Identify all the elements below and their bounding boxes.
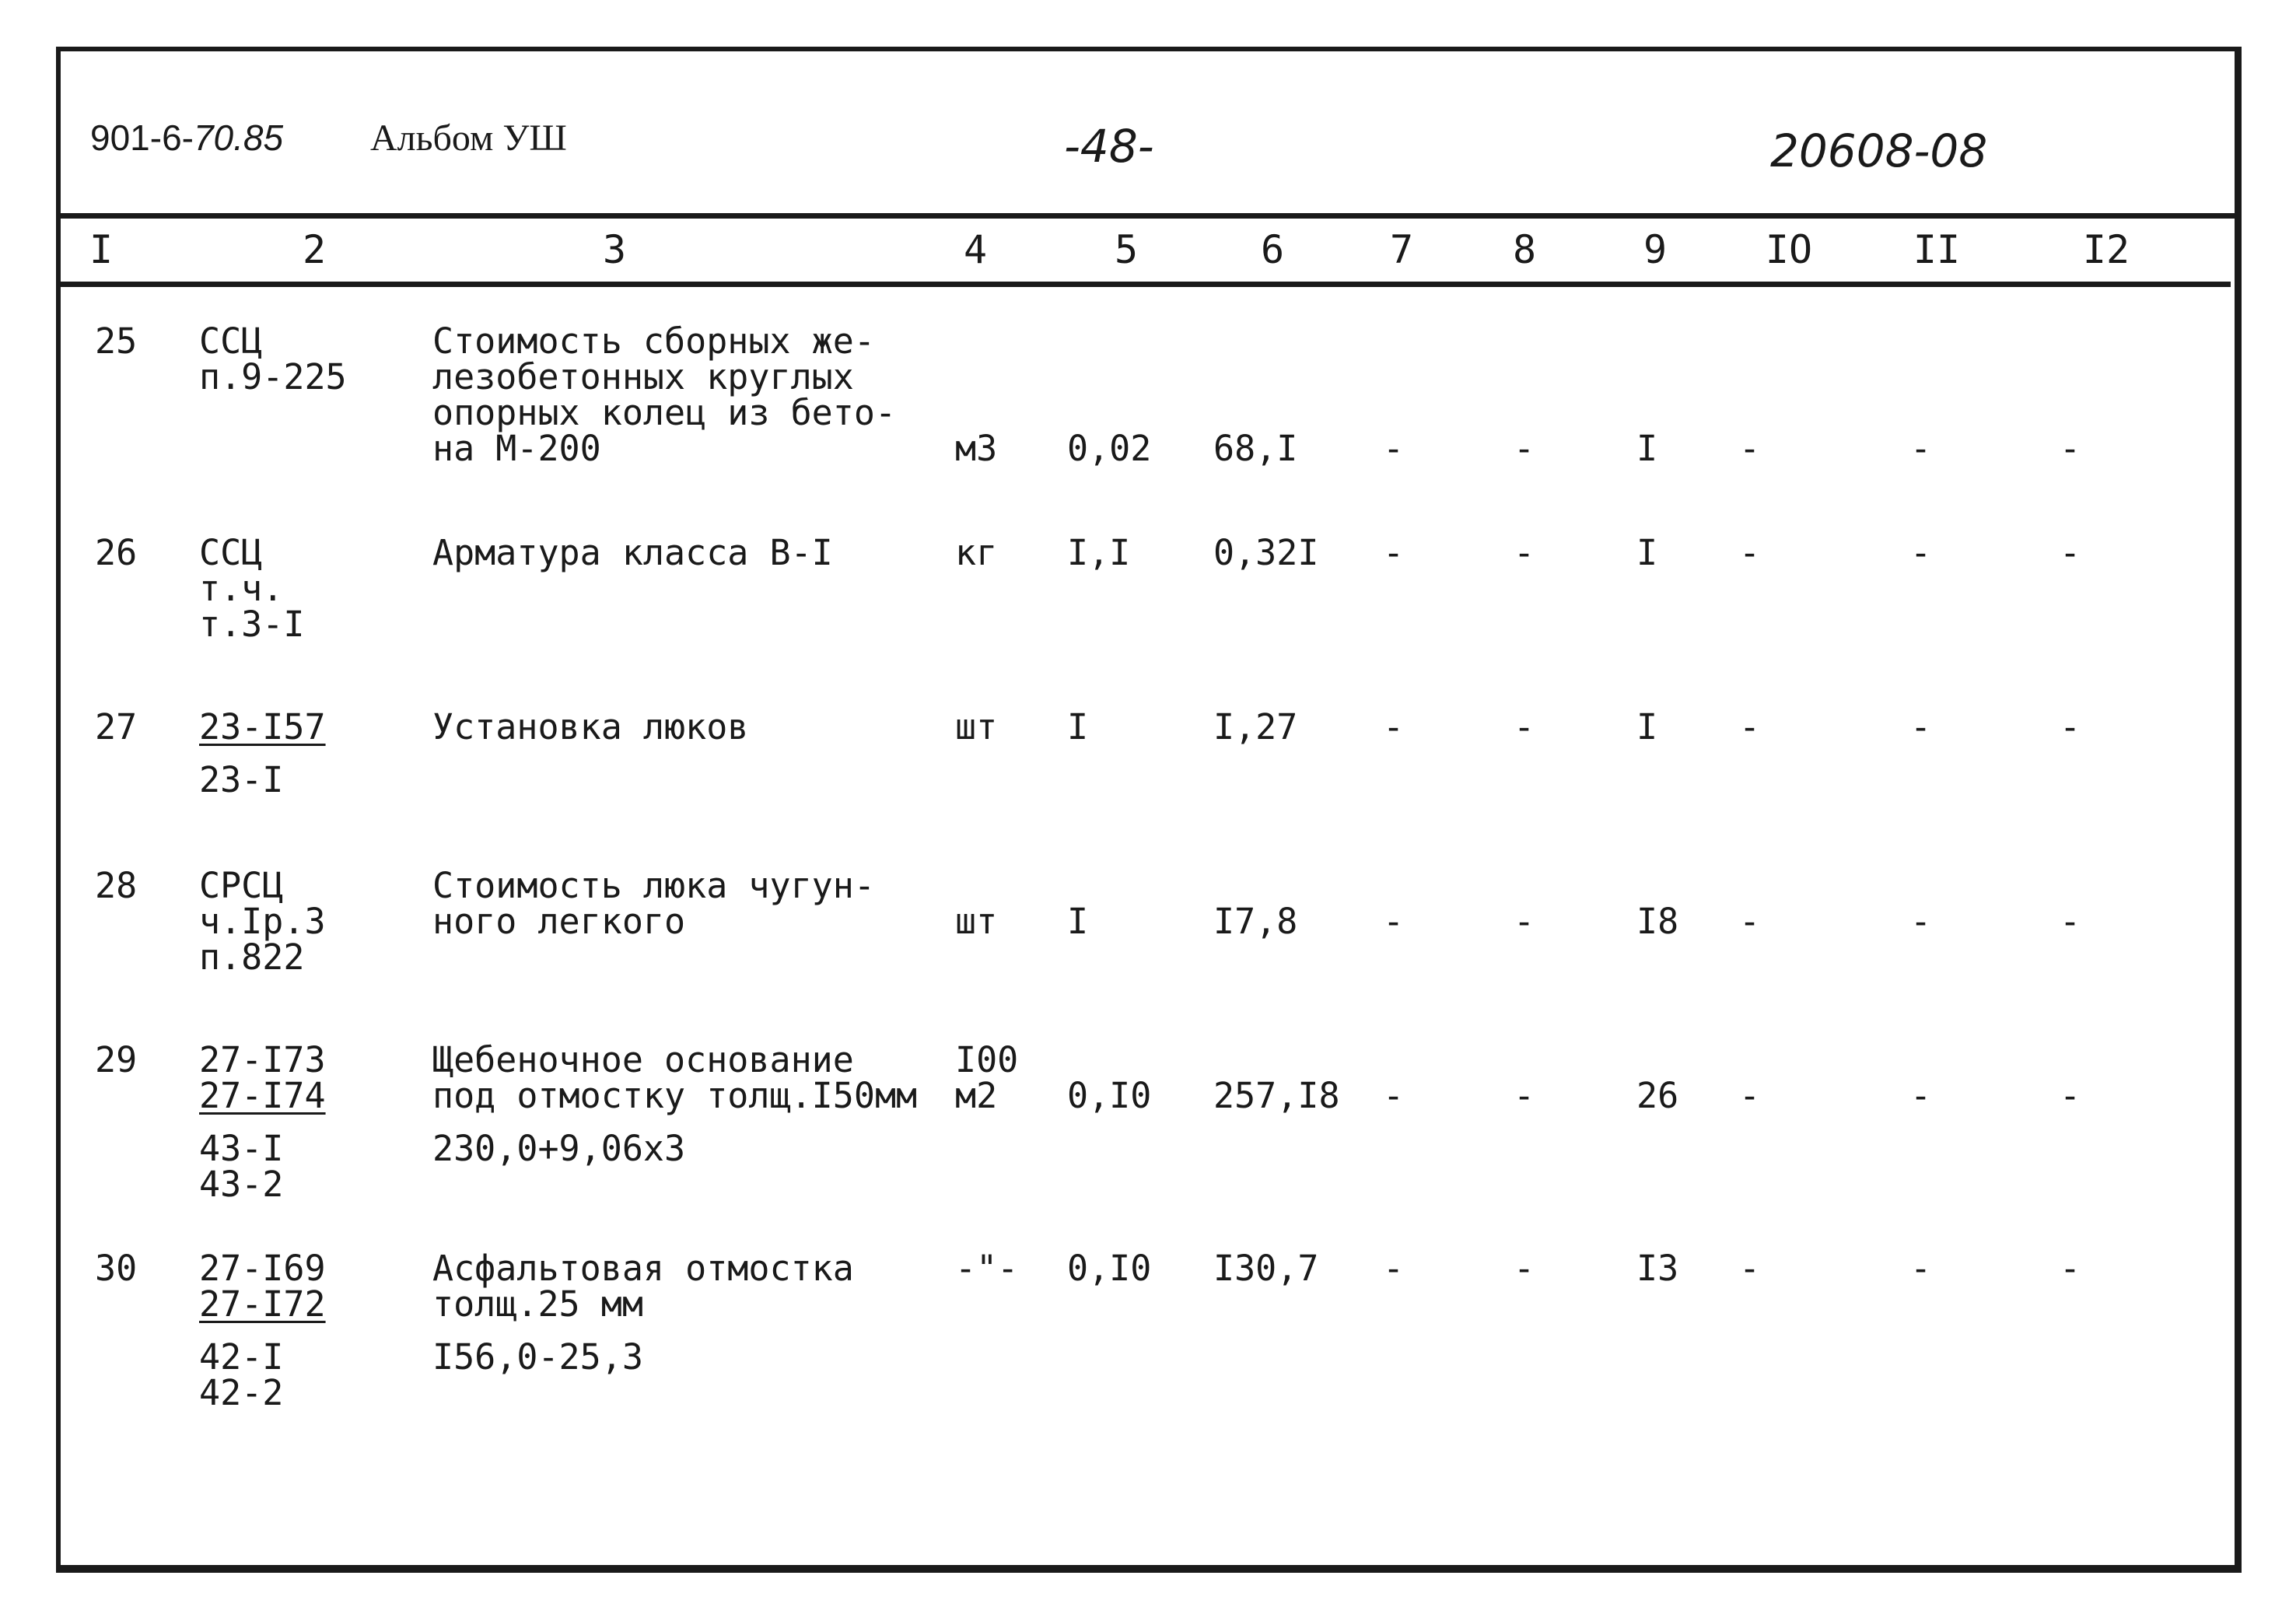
unit: шт (955, 706, 998, 747)
description-line: толщ.25 мм (432, 1283, 643, 1325)
page-number: -48- (1064, 120, 1154, 173)
description-line: лезобетонных круглых (432, 356, 854, 397)
reference-line: 27-I69 (199, 1248, 326, 1289)
column-number: 3 (602, 227, 627, 272)
description-line: Стоимость люка чугун- (432, 865, 875, 906)
description-line: 230,0+9,06х3 (432, 1128, 686, 1169)
col10-value: - (1739, 901, 1761, 942)
column-number: IO (1765, 227, 1813, 272)
reference-line: 42-2 (199, 1372, 284, 1413)
header-bottom-rule (61, 282, 2231, 287)
unit-price: I30,7 (1213, 1248, 1319, 1289)
unit: -"- (955, 1248, 1019, 1289)
reference-line: 23-I57 (199, 706, 326, 747)
col9-value: I (1636, 706, 1658, 747)
col7-value: - (1383, 706, 1405, 747)
row-number: 28 (95, 865, 138, 906)
unit: м3 (955, 428, 998, 469)
col8-value: - (1514, 1248, 1535, 1289)
col11-value: - (1910, 1075, 1932, 1116)
quantity: I (1067, 706, 1089, 747)
column-number: 2 (302, 227, 327, 272)
quantity: 0,I0 (1067, 1248, 1152, 1289)
column-number: 5 (1114, 227, 1139, 272)
description-line: на М-200 (432, 428, 601, 469)
unit: I00 (955, 1039, 1019, 1080)
col8-value: - (1514, 901, 1535, 942)
col10-value: - (1739, 1075, 1761, 1116)
reference-line: 42-I (199, 1336, 284, 1378)
description-line: I56,0-25,3 (432, 1336, 643, 1378)
quantity: 0,I0 (1067, 1075, 1152, 1116)
row-number: 26 (95, 532, 138, 573)
col9-value: I8 (1636, 901, 1679, 942)
reference-line: ч.Iр.3 (199, 901, 326, 942)
reference-line: ССЦ (199, 320, 263, 362)
reference-line: 43-I (199, 1128, 284, 1169)
reference-line: 27-I72 (199, 1283, 326, 1325)
col7-value: - (1383, 532, 1405, 573)
col9-value: I (1636, 428, 1658, 469)
reference-line: п.822 (199, 937, 305, 978)
reference-line: 27-I73 (199, 1039, 326, 1080)
reference-line: т.3-I (199, 604, 305, 645)
reference-line: т.ч. (199, 568, 284, 609)
header-top-rule (61, 213, 2238, 219)
col9-value: I3 (1636, 1248, 1679, 1289)
document-number: 20608-08 (1770, 124, 1988, 177)
col11-value: - (1910, 1248, 1932, 1289)
quantity: I,I (1067, 532, 1131, 573)
unit: шт (955, 901, 998, 942)
col12-value: - (2060, 901, 2081, 942)
unit: кг (955, 532, 998, 573)
unit-price: 257,I8 (1213, 1075, 1340, 1116)
col7-value: - (1383, 901, 1405, 942)
col8-value: - (1514, 532, 1535, 573)
description-line: Стоимость сборных же- (432, 320, 875, 362)
reference-line: ССЦ (199, 532, 263, 573)
col11-value: - (1910, 532, 1932, 573)
col9-value: I (1636, 532, 1658, 573)
col12-value: - (2060, 532, 2081, 573)
col11-value: - (1910, 706, 1932, 747)
quantity: I (1067, 901, 1089, 942)
description-line: Асфальтовая отмостка (432, 1248, 854, 1289)
reference-line: п.9-225 (199, 356, 347, 397)
page-frame (56, 47, 2242, 1573)
col10-value: - (1739, 428, 1761, 469)
col7-value: - (1383, 1075, 1405, 1116)
description-line: опорных колец из бето- (432, 392, 897, 433)
unit-price: 68,I (1213, 428, 1298, 469)
reference-line: 43-2 (199, 1164, 284, 1205)
col10-value: - (1739, 706, 1761, 747)
column-number: 4 (963, 227, 988, 272)
column-number: 6 (1260, 227, 1285, 272)
col10-value: - (1739, 1248, 1761, 1289)
column-number: 8 (1512, 227, 1537, 272)
description-line: Арматура класса В-I (432, 532, 833, 573)
column-number: 9 (1643, 227, 1668, 272)
col8-value: - (1514, 706, 1535, 747)
column-number: I2 (2082, 227, 2130, 272)
quantity: 0,02 (1067, 428, 1152, 469)
description-line: под отмостку толщ.I50мм (432, 1075, 918, 1116)
column-number: 7 (1389, 227, 1414, 272)
col10-value: - (1739, 532, 1761, 573)
col12-value: - (2060, 706, 2081, 747)
description-line: ного легкого (432, 901, 686, 942)
description-line: Щебеночное основание (432, 1039, 854, 1080)
unit: м2 (955, 1075, 998, 1116)
col9-value: 26 (1636, 1075, 1679, 1116)
col7-value: - (1383, 1248, 1405, 1289)
column-number: II (1913, 227, 1961, 272)
col12-value: - (2060, 1248, 2081, 1289)
row-number: 25 (95, 320, 138, 362)
row-number: 29 (95, 1039, 138, 1080)
col7-value: - (1383, 428, 1405, 469)
unit-price: I,27 (1213, 706, 1298, 747)
column-number: I (89, 227, 114, 272)
description-line: Установка люков (432, 706, 749, 747)
project-code: 901-6-70.85 (90, 117, 284, 158)
album-label: Альбом УШ (370, 117, 567, 159)
row-number: 30 (95, 1248, 138, 1289)
col11-value: - (1910, 901, 1932, 942)
col12-value: - (2060, 1075, 2081, 1116)
reference-line: 27-I74 (199, 1075, 326, 1116)
unit-price: I7,8 (1213, 901, 1298, 942)
reference-line: 23-I (199, 759, 284, 800)
reference-line: СРСЦ (199, 865, 284, 906)
col8-value: - (1514, 428, 1535, 469)
col8-value: - (1514, 1075, 1535, 1116)
col12-value: - (2060, 428, 2081, 469)
unit-price: 0,32I (1213, 532, 1319, 573)
row-number: 27 (95, 706, 138, 747)
col11-value: - (1910, 428, 1932, 469)
